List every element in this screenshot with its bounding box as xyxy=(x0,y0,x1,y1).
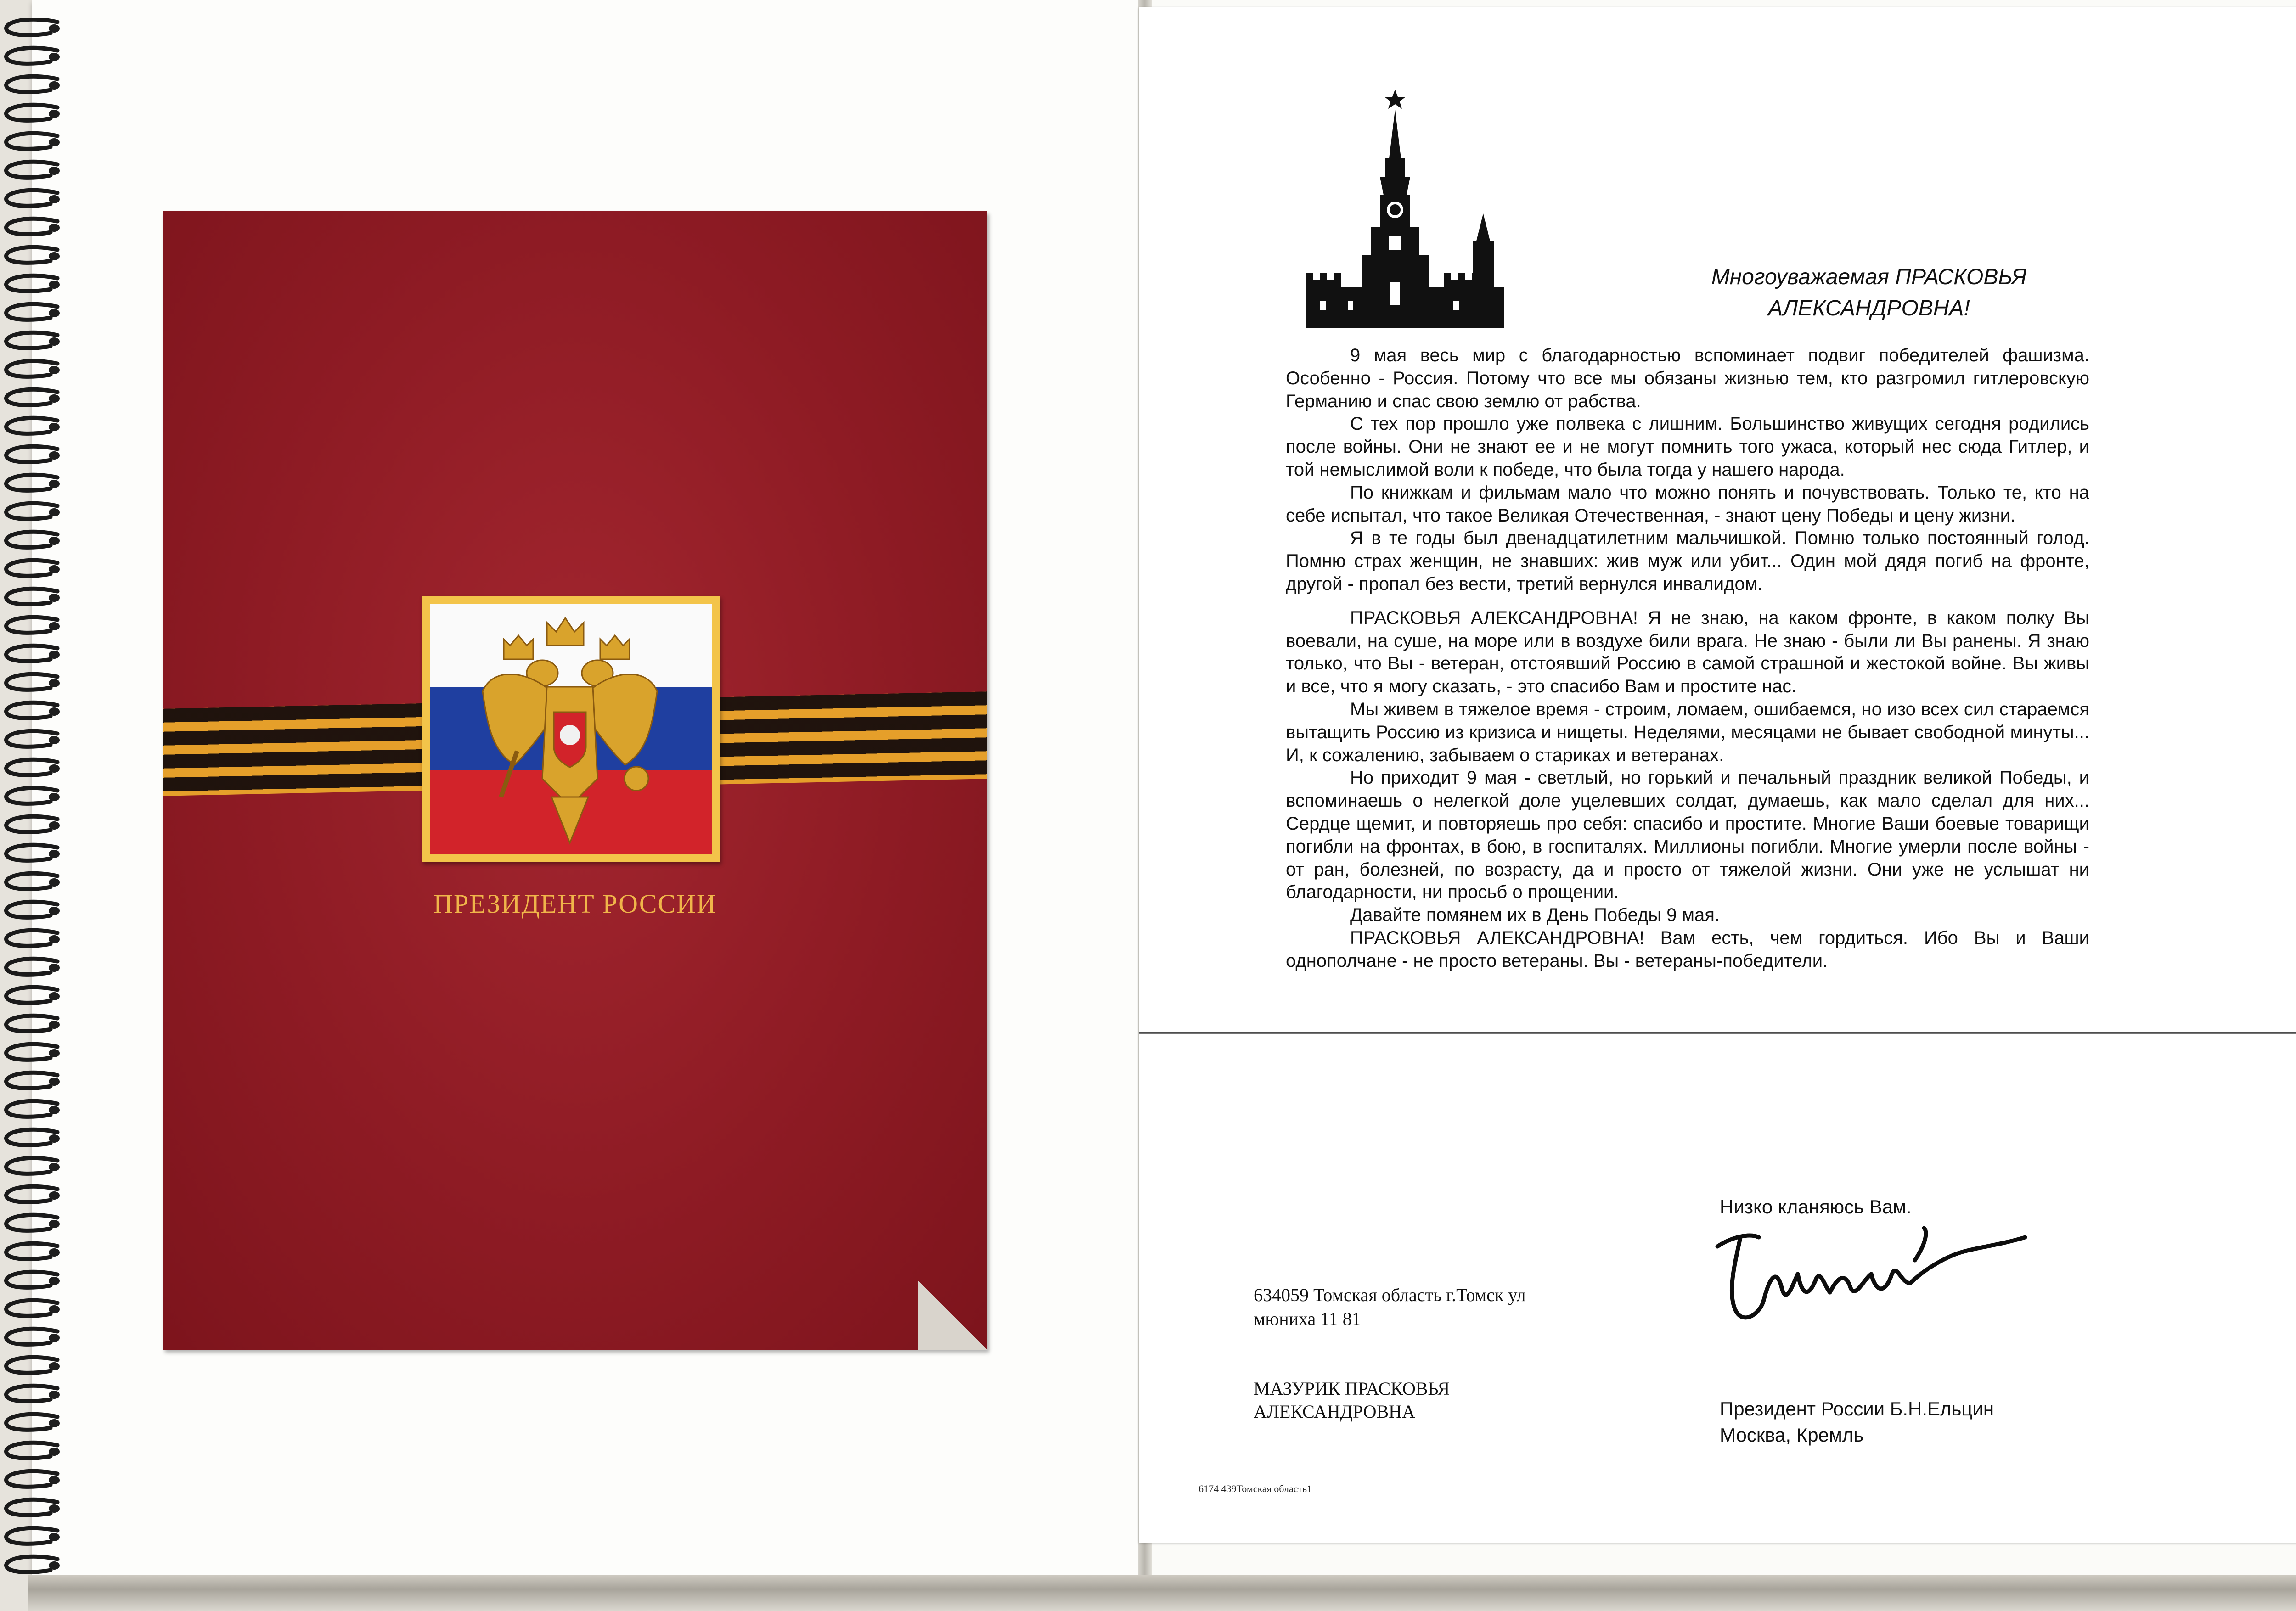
russian-flag xyxy=(430,604,712,854)
recipient-line: АЛЕКСАНДРОВНА xyxy=(1254,1401,1415,1422)
handwritten-signature-icon xyxy=(1708,1219,2030,1343)
letter-salutation xyxy=(1616,262,2122,324)
letter-paragraph: Я в те годы был двенадцатилетним мальчишкой. Помню только постоянный голод. Помню страх женщин, не знавших: жив муж или убит... Один мой дядя погиб на фронте, другой - пропал без вести, третий вернулся инвалидом. xyxy=(1286,528,2089,594)
recipient-address xyxy=(1254,1283,1526,1331)
folder-title: ПРЕЗИДЕНТ РОССИИ xyxy=(433,889,717,919)
presidential-letter xyxy=(1139,7,2296,1543)
sender-line: Президент России Б.Н.Ельцин xyxy=(1720,1398,1994,1420)
salutation-line: Многоуважаемая ПРАСКОВЬЯ xyxy=(1711,265,2027,289)
letter-fold-crease xyxy=(1139,1032,2296,1034)
letter-paragraph: 9 мая весь мир с благодарностью вспоминает подвиг победителей фашизма. Особенно - Россия. Потому что все мы обязаны жизнью тем, кто разгромил гитлеровскую Германию и спас свою землю от рабства. xyxy=(1286,345,2089,411)
russian-coat-of-arms-icon xyxy=(473,613,666,852)
sender-block xyxy=(1720,1396,1994,1448)
letter-paragraph: Но приходит 9 мая - светлый, но горький и печальный праздник великой Победы, и вспоминаешь о нелегкой доле уцелевших солдат, думаешь, как мало сделал для них... Сердце щемит, и повторяешь про себя: спасибо и простите. Многие Ваши боевые товарищи погибли на фронтах, в бою, в госпиталях. Миллионы погибли. Многие умерли после войны - от ран, болезней, по возрасту, да и просто от тяжелой жизни. Они уже не услышат ни благодарности, ни просьб о прощении. xyxy=(1286,768,2089,903)
sender-line: Москва, Кремль xyxy=(1720,1424,1864,1446)
salutation-line: АЛЕКСАНДРОВНА! xyxy=(1768,296,1970,320)
letter-closing: Низко кланяюсь Вам. xyxy=(1720,1196,1912,1218)
letter-paragraph: Давайте помянем их в День Победы 9 мая. xyxy=(1350,905,1720,926)
emblem-card xyxy=(422,596,720,862)
recipient-line: МАЗУРИК ПРАСКОВЬЯ xyxy=(1254,1378,1450,1399)
address-line: мюниха 11 81 xyxy=(1254,1308,1361,1329)
letter-paragraph: С тех пор прошло уже полвека с лишним. Большинство живущих сегодня родились после войны. Они не знают ее и не могут помнить того ужаса, который нес сюда Гитлер, и той немыслимой воли к победе, что была тогда у нашего народа. xyxy=(1286,414,2089,480)
kremlin-spasskaya-tower-icon xyxy=(1306,90,1504,328)
recipient-name xyxy=(1254,1377,1450,1423)
postal-footnote: 6174 439Томская область1 xyxy=(1199,1483,1312,1494)
spiral-binding-icon xyxy=(0,18,64,1575)
letter-body xyxy=(1286,344,2089,973)
letter-paragraph: ПРАСКОВЬЯ АЛЕКСАНДРОВНА! Я не знаю, на каком фронте, в каком полку Вы воевали, на суше, на море или в воздухе били врага. Не знаю - были ли Вы ранены. Я знаю только, что Вы - ветеран, отстоявший Россию в самой страшной и жестокой войне. Вы живы и все, что я могу сказать, - это спасибо Вам и простите нас. xyxy=(1286,607,2089,697)
album-bottom-edge xyxy=(28,1575,2296,1611)
letter-paragraph: ПРАСКОВЬЯ АЛЕКСАНДРОВНА! Вам есть, чем гордиться. Ибо Вы и Ваши однополчане - не просто ветераны. Вы - ветераны-победители. xyxy=(1286,927,2089,971)
letter-paragraph: По книжкам и фильмам мало что можно понять и почувствовать. Только те, кто на себе испытал, что такое Великая Отечественная, - знают цену Победы и цену жизни. xyxy=(1286,482,2089,526)
address-line: 634059 Томская область г.Томск ул xyxy=(1254,1285,1526,1305)
folder-corner-fold xyxy=(918,1281,987,1350)
letter-paragraph: Мы живем в тяжелое время - строим, ломаем, ошибаемся, но изо всех сил стараемся вытащить Россию из кризиса и нищеты. Неделями, месяцами не бывает свободной минуты... И, к сожалению, забываем о стариках и ветеранах. xyxy=(1286,699,2089,765)
